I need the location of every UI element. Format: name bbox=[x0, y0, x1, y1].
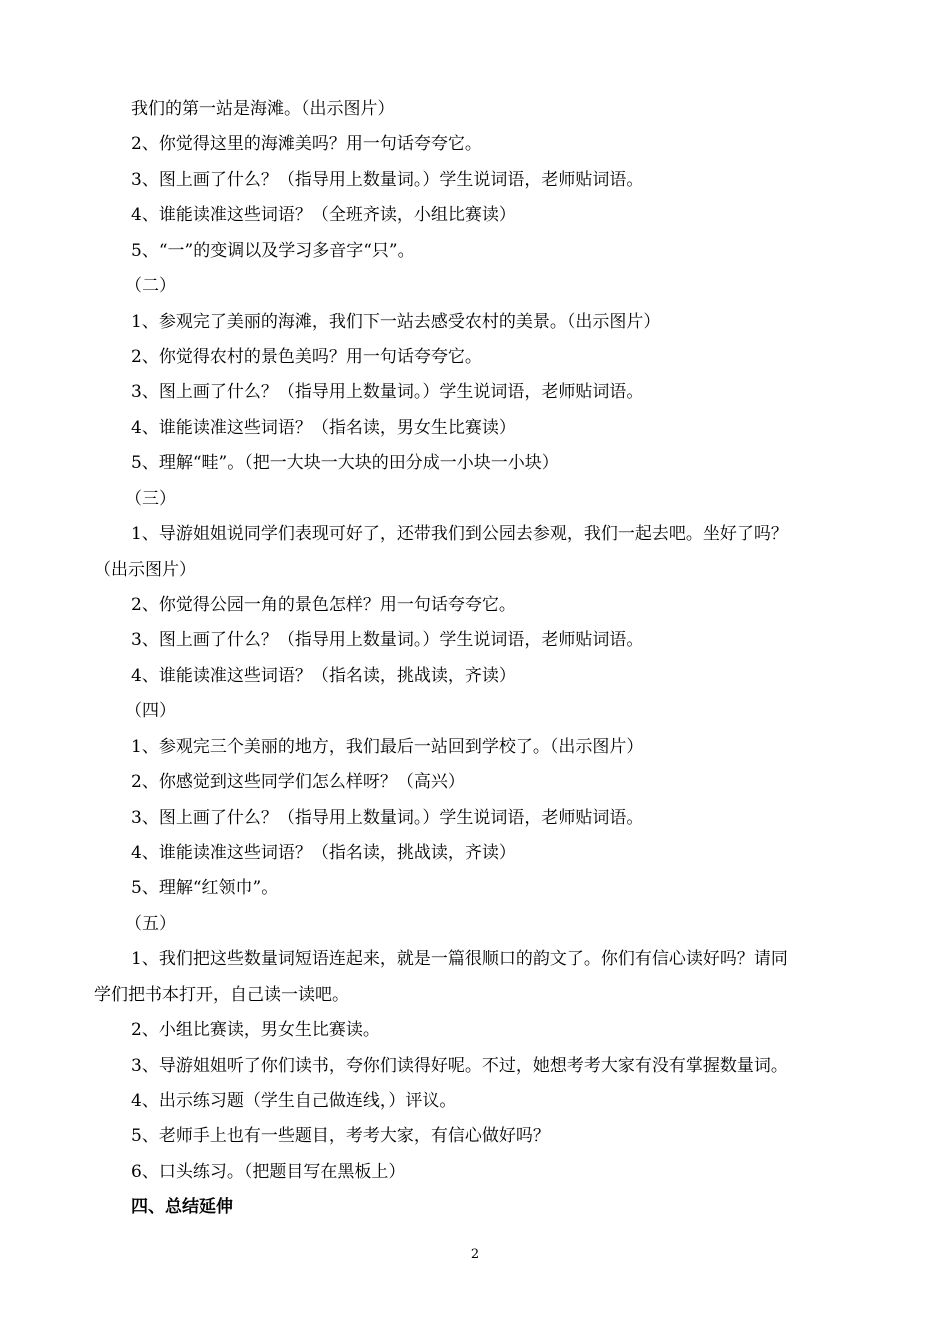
section-heading: 四、总结延伸 bbox=[131, 1197, 233, 1217]
text-line: 5、“一”的变调以及学习多音字“只”。 bbox=[131, 241, 415, 261]
page-number: 2 bbox=[470, 1247, 480, 1262]
section-marker: （五） bbox=[125, 914, 176, 934]
section-marker: （二） bbox=[125, 276, 176, 296]
text-line: 1、导游姐姐说同学们表现可好了，还带我们到公园去参观，我们一起去吧。坐好了吗？ bbox=[131, 524, 788, 544]
text-line: 3、图上画了什么？（指导用上数量词。）学生说词语，老师贴词语。 bbox=[131, 630, 644, 650]
text-line: 1、我们把这些数量词短语连起来，就是一篇很顺口的韵文了。你们有信心读好吗？请同 bbox=[131, 949, 788, 969]
text-line: 3、图上画了什么？（指导用上数量词。）学生说词语，老师贴词语。 bbox=[131, 170, 644, 190]
section-marker: （四） bbox=[125, 701, 176, 721]
text-line: 3、图上画了什么？（指导用上数量词。）学生说词语，老师贴词语。 bbox=[131, 382, 644, 402]
text-line: 5、老师手上也有一些题目，考考大家，有信心做好吗？ bbox=[131, 1126, 550, 1146]
text-line: （出示图片） bbox=[94, 560, 196, 580]
text-line: 4、出示练习题（学生自己做连线，）评议。 bbox=[131, 1091, 457, 1111]
text-line: 5、理解“畦”。（把一大块一大块的田分成一小块一小块） bbox=[131, 453, 559, 473]
text-line: 5、理解“红领巾”。 bbox=[131, 878, 279, 898]
text-line: 4、谁能读准这些词语？（指名读，挑战读，齐读） bbox=[131, 843, 516, 863]
text-line: 1、参观完了美丽的海滩，我们下一站去感受农村的美景。（出示图片） bbox=[131, 312, 661, 332]
text-line: 2、你觉得农村的景色美吗？用一句话夸夸它。 bbox=[131, 347, 482, 367]
section-marker: （三） bbox=[125, 489, 176, 509]
text-line: 我们的第一站是海滩。（出示图片） bbox=[131, 99, 395, 119]
text-line: 6、口头练习。（把题目写在黑板上） bbox=[131, 1162, 406, 1182]
text-line: 2、小组比赛读，男女生比赛读。 bbox=[131, 1020, 380, 1040]
text-line: 3、图上画了什么？（指导用上数量词。）学生说词语，老师贴词语。 bbox=[131, 808, 644, 828]
text-line: 2、你觉得公园一角的景色怎样？用一句话夸夸它。 bbox=[131, 595, 516, 615]
text-line: 4、谁能读准这些词语？（全班齐读，小组比赛读） bbox=[131, 205, 516, 225]
text-line: 学们把书本打开，自己读一读吧。 bbox=[94, 985, 349, 1005]
text-line: 3、导游姐姐听了你们读书，夸你们读得好呢。不过，她想考考大家有没有掌握数量词。 bbox=[131, 1056, 788, 1076]
text-line: 1、参观完三个美丽的地方，我们最后一站回到学校了。（出示图片） bbox=[131, 737, 644, 757]
text-line: 4、谁能读准这些词语？（指名读，挑战读，齐读） bbox=[131, 666, 516, 686]
text-line: 2、你感觉到这些同学们怎么样呀？（高兴） bbox=[131, 772, 465, 792]
text-line: 4、谁能读准这些词语？（指名读，男女生比赛读） bbox=[131, 418, 516, 438]
text-line: 2、你觉得这里的海滩美吗？用一句话夸夸它。 bbox=[131, 134, 482, 154]
